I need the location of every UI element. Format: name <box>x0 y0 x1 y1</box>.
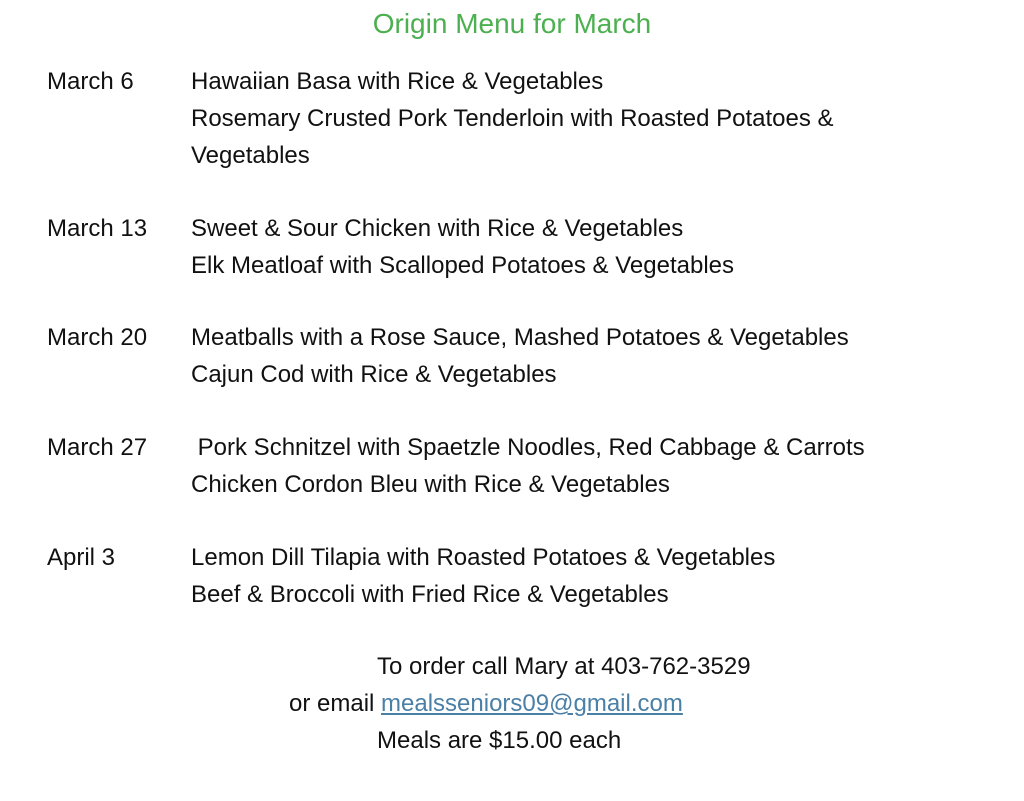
entry-date: March 20 <box>47 324 148 351</box>
entry-meals <box>191 539 951 613</box>
entry-date: March 6 <box>47 68 134 95</box>
meal-item: Cajun Cod with Rice & Vegetables <box>191 361 557 388</box>
email-prefix: or email <box>289 690 382 717</box>
meal-item: Hawaiian Basa with Rice & Vegetables <box>191 68 604 95</box>
meal-item: Meatballs with a Rose Sauce, Mashed Potatoes & Vegetables <box>191 324 849 351</box>
order-phone-line: To order call Mary at 403-762-3529 <box>377 653 751 680</box>
meal-item: Rosemary Crusted Pork Tenderloin with Roasted Potatoes & Vegetables <box>191 105 834 169</box>
entry-date: March 13 <box>47 215 148 242</box>
order-email-line <box>289 685 683 722</box>
entry-meals <box>191 210 951 284</box>
entry-date: March 27 <box>47 434 148 461</box>
meal-item: Chicken Cordon Bleu with Rice & Vegetables <box>191 471 670 498</box>
price-line: Meals are $15.00 each <box>377 727 622 754</box>
email-link[interactable]: mealsseniors09@gmail.com <box>381 690 683 717</box>
entry-meals <box>191 63 951 174</box>
meal-item: Lemon Dill Tilapia with Roasted Potatoes & Vegetables <box>191 544 776 571</box>
meal-item: Beef & Broccoli with Fried Rice & Vegetables <box>191 581 669 608</box>
meal-item: Sweet & Sour Chicken with Rice & Vegetables <box>191 215 684 242</box>
entry-date: April 3 <box>47 544 116 571</box>
meal-item: Elk Meatloaf with Scalloped Potatoes & Vegetables <box>191 252 734 279</box>
page-title: Origin Menu for March <box>372 8 652 39</box>
entry-meals <box>191 319 951 393</box>
entry-meals <box>191 429 951 503</box>
meal-item: Pork Schnitzel with Spaetzle Noodles, Red Cabbage & Carrots <box>191 434 865 461</box>
